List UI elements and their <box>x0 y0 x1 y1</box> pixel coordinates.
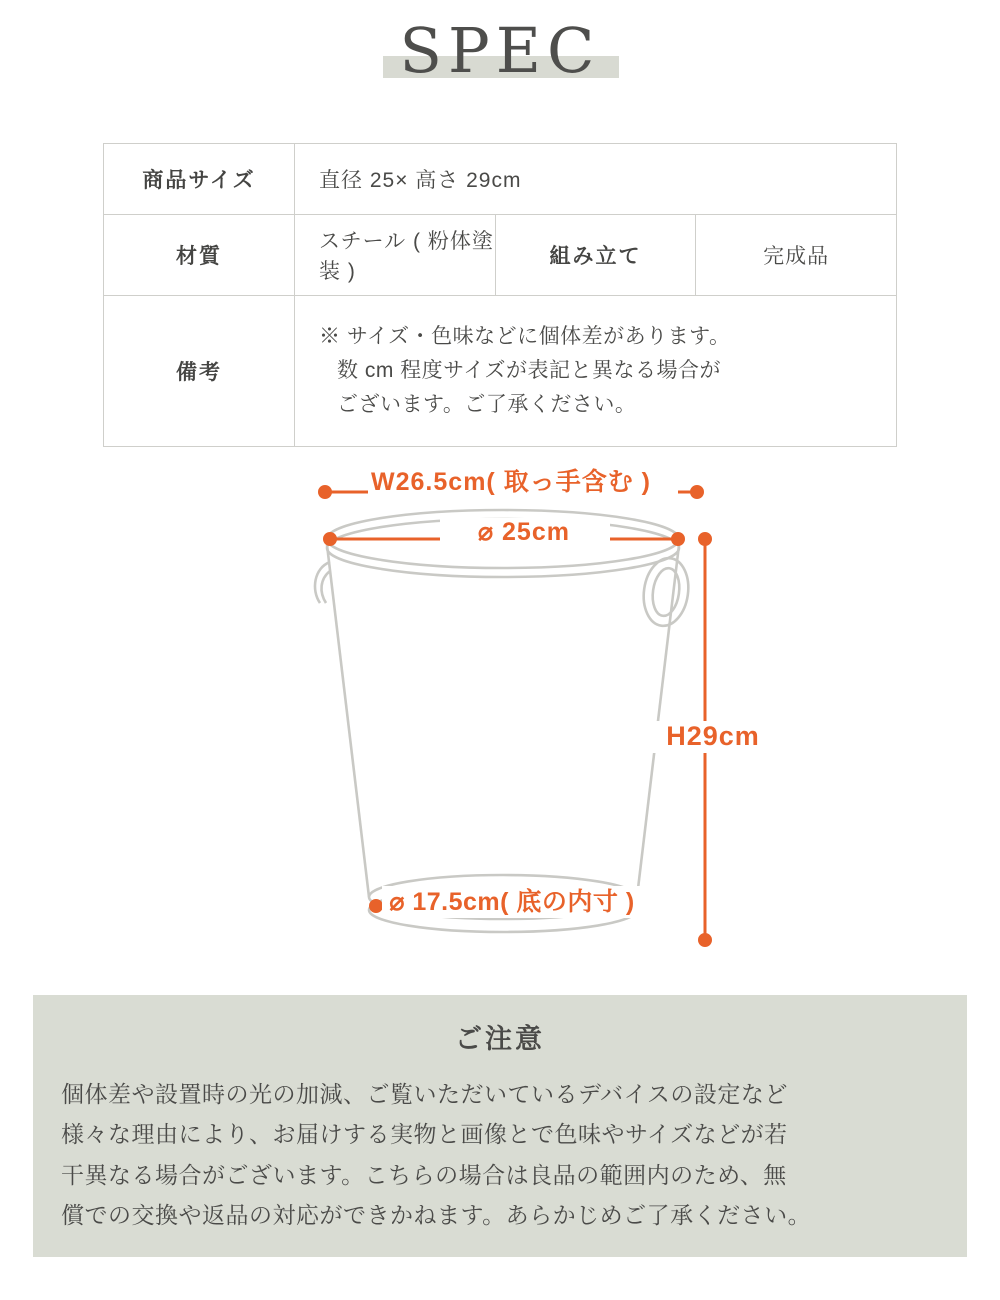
bucket-illustration <box>315 510 693 932</box>
caution-panel <box>33 995 967 1257</box>
page-title: SPEC <box>399 14 601 87</box>
height-label: H29cm <box>666 721 760 751</box>
caution-title: ご注意 <box>455 1024 545 1054</box>
spec-value-assembly: 完成品 <box>696 215 897 296</box>
page-title-section <box>0 0 1000 120</box>
table-row <box>104 215 897 296</box>
caution-line-3: 干異なる場合がございます。こちらの場合は良品の範囲内のため、無 <box>61 1161 787 1188</box>
spec-value-material: スチール ( 粉体塗装 ) <box>295 215 496 296</box>
remarks-line-3: ございます。ご了承ください。 <box>337 393 637 416</box>
caution-line-4: 償での交換や返品の対応ができかねます。あらかじめご了承ください。 <box>61 1201 812 1228</box>
spec-table <box>103 143 897 447</box>
spec-label-remarks: 備考 <box>104 296 295 447</box>
top-diameter-label: ⌀ 25cm <box>478 518 570 546</box>
spec-value-remarks <box>295 296 897 447</box>
caution-line-2: 様々な理由により、お届けする実物と画像とで色味やサイズなどが若 <box>61 1121 788 1148</box>
table-row <box>104 296 897 447</box>
width-label: W26.5cm( 取っ手含む ) <box>371 468 651 496</box>
caution-body <box>61 1074 939 1235</box>
remarks-line-1: ※ サイズ・色味などに個体差があります。 <box>319 324 731 348</box>
remarks-line-2: 数 cm 程度サイズが表記と異なる場合が <box>337 358 721 382</box>
table-row <box>104 144 897 215</box>
spec-label-size: 商品サイズ <box>104 144 295 215</box>
spec-value-size: 直径 25× 高さ 29cm <box>295 144 897 215</box>
product-dimension-diagram <box>0 440 1000 990</box>
spec-label-material: 材質 <box>104 215 295 296</box>
caution-line-1: 個体差や設置時の光の加減、ご覧いただいているデバイスの設定など <box>61 1081 788 1107</box>
bottom-diameter-label: ⌀ 17.5cm( 底の内寸 ) <box>389 888 635 916</box>
spec-label-assembly: 組み立て <box>495 215 696 296</box>
